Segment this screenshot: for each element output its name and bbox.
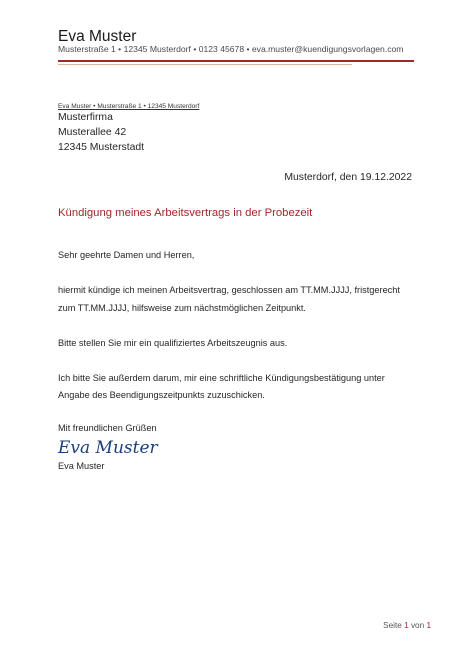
recipient-street: Musterallee 42 xyxy=(58,127,127,138)
paragraph-1-line-1: hiermit kündige ich meinen Arbeitsvertrag, geschlossen am TT.MM.JJJJ, fristgerecht xyxy=(58,285,400,295)
paragraph-3-line-2: Angabe des Beendigungszeitpunkts zuzuschicken. xyxy=(58,390,265,400)
page-total: 1 xyxy=(426,621,431,630)
sender-contact: Musterstraße 1 • 12345 Musterdorf • 0123 45678 • eva.muster@kuendigungsvorlagen.com xyxy=(58,44,404,54)
recipient-company: Musterfirma xyxy=(58,112,113,123)
page-separator: von xyxy=(410,621,425,630)
page-label: Seite xyxy=(383,621,402,630)
letter-date: Musterdorf, den 19.12.2022 xyxy=(284,172,412,183)
page-current: 1 xyxy=(404,621,409,630)
closing: Mit freundlichen Grüßen xyxy=(58,423,157,433)
sender-name: Eva Muster xyxy=(58,28,137,45)
salutation: Sehr geehrte Damen und Herren, xyxy=(58,250,195,260)
paragraph-1-line-2: zum TT.MM.JJJJ, hilfsweise zum nächstmöglichen Zeitpunkt. xyxy=(58,303,306,313)
return-address-line: Eva Muster • Musterstraße 1 • 12345 Musterdorf xyxy=(58,103,200,110)
signature-name: Eva Muster xyxy=(58,461,105,471)
recipient-city: 12345 Musterstadt xyxy=(58,142,145,153)
handwritten-signature: Eva Muster xyxy=(58,438,158,458)
page-footer xyxy=(383,621,431,630)
header-divider xyxy=(58,60,414,62)
paragraph-2: Bitte stellen Sie mir ein qualifiziertes Arbeitszeugnis aus. xyxy=(58,338,288,348)
letter-subject: Kündigung meines Arbeitsvertrags in der Probezeit xyxy=(58,207,313,219)
paragraph-3-line-1: Ich bitte Sie außerdem darum, mir eine schriftliche Kündigungsbestätigung unter xyxy=(58,373,385,383)
header-divider-thin xyxy=(58,64,352,65)
